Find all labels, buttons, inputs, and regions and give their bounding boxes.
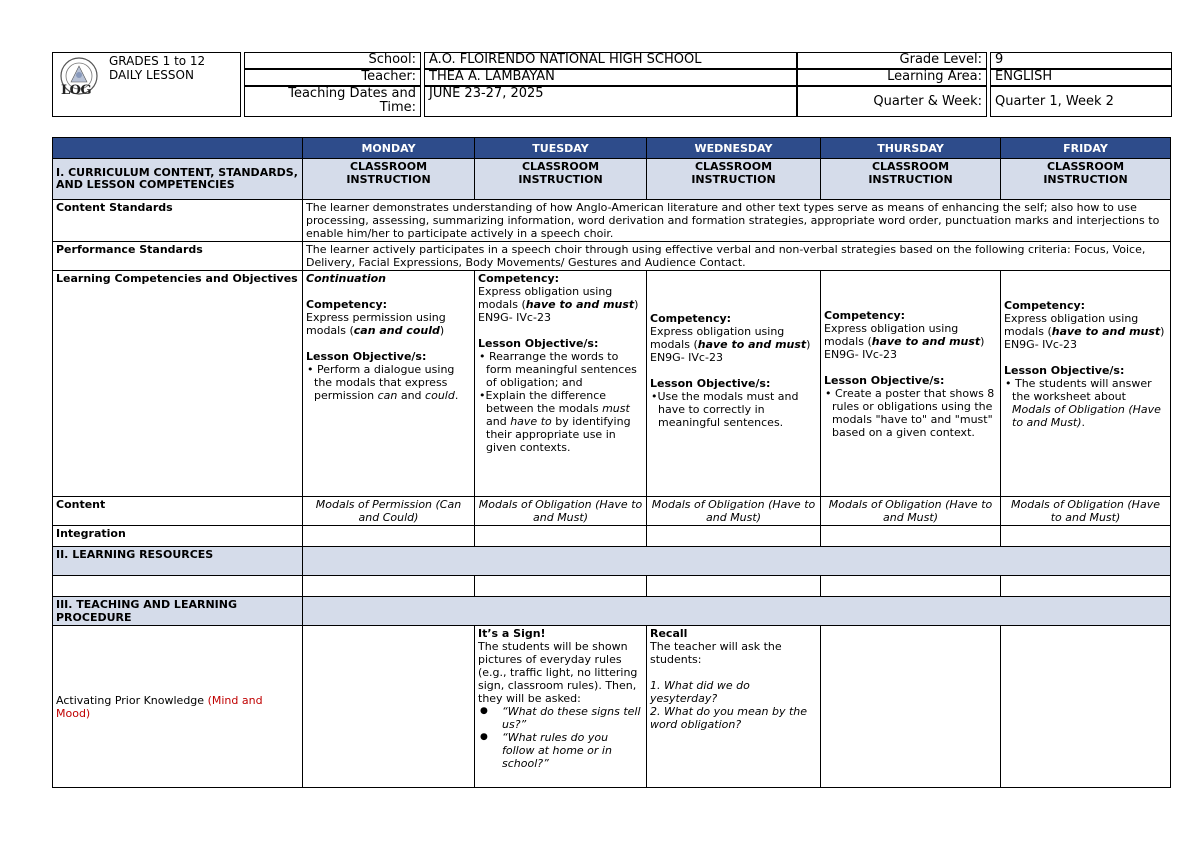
resources-blank-tuesday	[475, 576, 647, 597]
resources-blank-friday	[1001, 576, 1171, 597]
seal-logo-text: LOG	[61, 83, 92, 98]
integration-row	[53, 526, 1171, 547]
activating-wednesday: Recall The teacher will ask the students: 1. What did we do yesyterday? 2. What do you mean by the word obligation?	[647, 626, 821, 788]
content-wednesday: Modals of Obligation (Have to and Must)	[647, 497, 821, 526]
dates-label: Teaching Dates and Time:	[244, 86, 421, 117]
school-value: A.O. FLOIRENDO NATIONAL HIGH SCHOOL	[424, 52, 797, 69]
grade-level-label: Grade Level:	[797, 52, 987, 69]
classroom-instruction-wednesday: CLASSROOM INSTRUCTION	[647, 159, 821, 200]
day-thursday: THURSDAY	[821, 138, 1001, 159]
classroom-instruction-thursday: CLASSROOM INSTRUCTION	[821, 159, 1001, 200]
day-wednesday: WEDNESDAY	[647, 138, 821, 159]
curriculum-row	[53, 159, 1171, 200]
content-standards-row	[53, 200, 1171, 242]
competency-tuesday: Competency: Express obligation using modals (have to and must) EN9G- IVc-23 Lesson Objective/s: • Rearrange the words to form meaningful sentences of obligation; and •Explain the difference between the modals must and have to by identifying their appropriate use in given contexts.	[475, 271, 647, 497]
activating-thursday	[821, 626, 1001, 788]
performance-standards-text: The learner actively participates in a speech choir through using effective verbal and non-verbal strategies based on the following criteria: Focus, Voice, Delivery, Facial Expressions, Body Movements/ Gestures and Audience Contact.	[303, 242, 1171, 271]
resources-blank-monday	[303, 576, 475, 597]
competency-thursday: Competency: Express obligation using modals (have to and must) EN9G- IVc-23 Lesson Objective/s: • Create a poster that shows 8 rules or obligations using the modals "have to" and "must" based on a given context.	[821, 271, 1001, 497]
performance-standards-label: Performance Standards	[53, 242, 303, 271]
performance-standards-row	[53, 242, 1171, 271]
day-friday: FRIDAY	[1001, 138, 1171, 159]
quarter-week-label: Quarter & Week:	[797, 86, 987, 117]
resources-section-row	[53, 547, 1171, 576]
integration-friday	[1001, 526, 1171, 547]
day-header-blank	[53, 138, 303, 159]
content-friday: Modals of Obligation (Have to and Must)	[1001, 497, 1171, 526]
resources-blank-thursday	[821, 576, 1001, 597]
integration-wednesday	[647, 526, 821, 547]
integration-thursday	[821, 526, 1001, 547]
lesson-table	[52, 137, 1171, 788]
content-monday: Modals of Permission (Can and Could)	[303, 497, 475, 526]
day-tuesday: TUESDAY	[475, 138, 647, 159]
teacher-value: THEA A. LAMBAYAN	[424, 69, 797, 86]
competency-monday: Continuation Competency: Express permission using modals (can and could) Lesson Objective/s: • Perform a dialogue using the modals that express permission can and could.	[303, 271, 475, 497]
content-row	[53, 497, 1171, 526]
curriculum-section-label: I. CURRICULUM CONTENT, STANDARDS, AND LESSON COMPETENCIES	[53, 159, 303, 200]
competencies-label: Learning Competencies and Objectives	[53, 271, 303, 497]
resources-blank-row	[53, 576, 1171, 597]
competency-friday: Competency: Express obligation using modals (have to and must) EN9G- IVc-23 Lesson Objective/s: • The students will answer the worksheet about Modals of Obligation (Have to and Must).	[1001, 271, 1171, 497]
dates-value: JUNE 23-27, 2025	[424, 86, 797, 117]
content-standards-text: The learner demonstrates understanding of how Anglo-American literature and other text types serve as means of enhancing the self; also how to use processing, assessing, summarizing information, word derivation and formation strategies, appropriate word order, punctuation marks and interjections to enable him/her to participate actively in a speech choir.	[303, 200, 1171, 242]
content-thursday: Modals of Obligation (Have to and Must)	[821, 497, 1001, 526]
procedure-section-label: III. TEACHING AND LEARNING PROCEDURE	[53, 597, 303, 626]
classroom-instruction-monday: CLASSROOM INSTRUCTION	[303, 159, 475, 200]
classroom-instruction-friday: CLASSROOM INSTRUCTION	[1001, 159, 1171, 200]
content-standards-label: Content Standards	[53, 200, 303, 242]
resources-blank-wednesday	[647, 576, 821, 597]
activating-monday	[303, 626, 475, 788]
classroom-instruction-tuesday: CLASSROOM INSTRUCTION	[475, 159, 647, 200]
resources-section-label: II. LEARNING RESOURCES	[53, 547, 303, 576]
form-title: GRADES 1 to 12 DAILY LESSON	[109, 54, 206, 82]
resources-blank-label	[53, 576, 303, 597]
activating-label: Activating Prior Knowledge (Mind and Mood)	[53, 626, 303, 788]
activating-row	[53, 626, 1171, 788]
competencies-row	[53, 271, 1171, 497]
integration-monday	[303, 526, 475, 547]
activating-friday	[1001, 626, 1171, 788]
procedure-section-row	[53, 597, 1171, 626]
competency-wednesday: Competency: Express obligation using modals (have to and must) EN9G- IVc-23 Lesson Objective/s: •Use the modals must and have to correctly in meaningful sentences.	[647, 271, 821, 497]
school-label: School:	[244, 52, 421, 69]
learning-area-value: ENGLISH	[990, 69, 1172, 86]
quarter-week-value: Quarter 1, Week 2	[990, 86, 1172, 117]
learning-area-label: Learning Area:	[797, 69, 987, 86]
content-label: Content	[53, 497, 303, 526]
integration-tuesday	[475, 526, 647, 547]
activating-tuesday: It’s a Sign! The students will be shown pictures of everyday rules (e.g., traffic light, no littering sign, classroom rules). Then, they will be asked: ● “What do these signs tell us?” ● “What rules do you follow at home or in school?”	[475, 626, 647, 788]
resources-band	[303, 547, 1171, 576]
day-header-row	[53, 138, 1171, 159]
teacher-label: Teacher:	[244, 69, 421, 86]
content-tuesday: Modals of Obligation (Have to and Must)	[475, 497, 647, 526]
day-monday: MONDAY	[303, 138, 475, 159]
integration-label: Integration	[53, 526, 303, 547]
procedure-band	[303, 597, 1171, 626]
form-title-box	[52, 52, 241, 117]
grade-level-value: 9	[990, 52, 1172, 69]
